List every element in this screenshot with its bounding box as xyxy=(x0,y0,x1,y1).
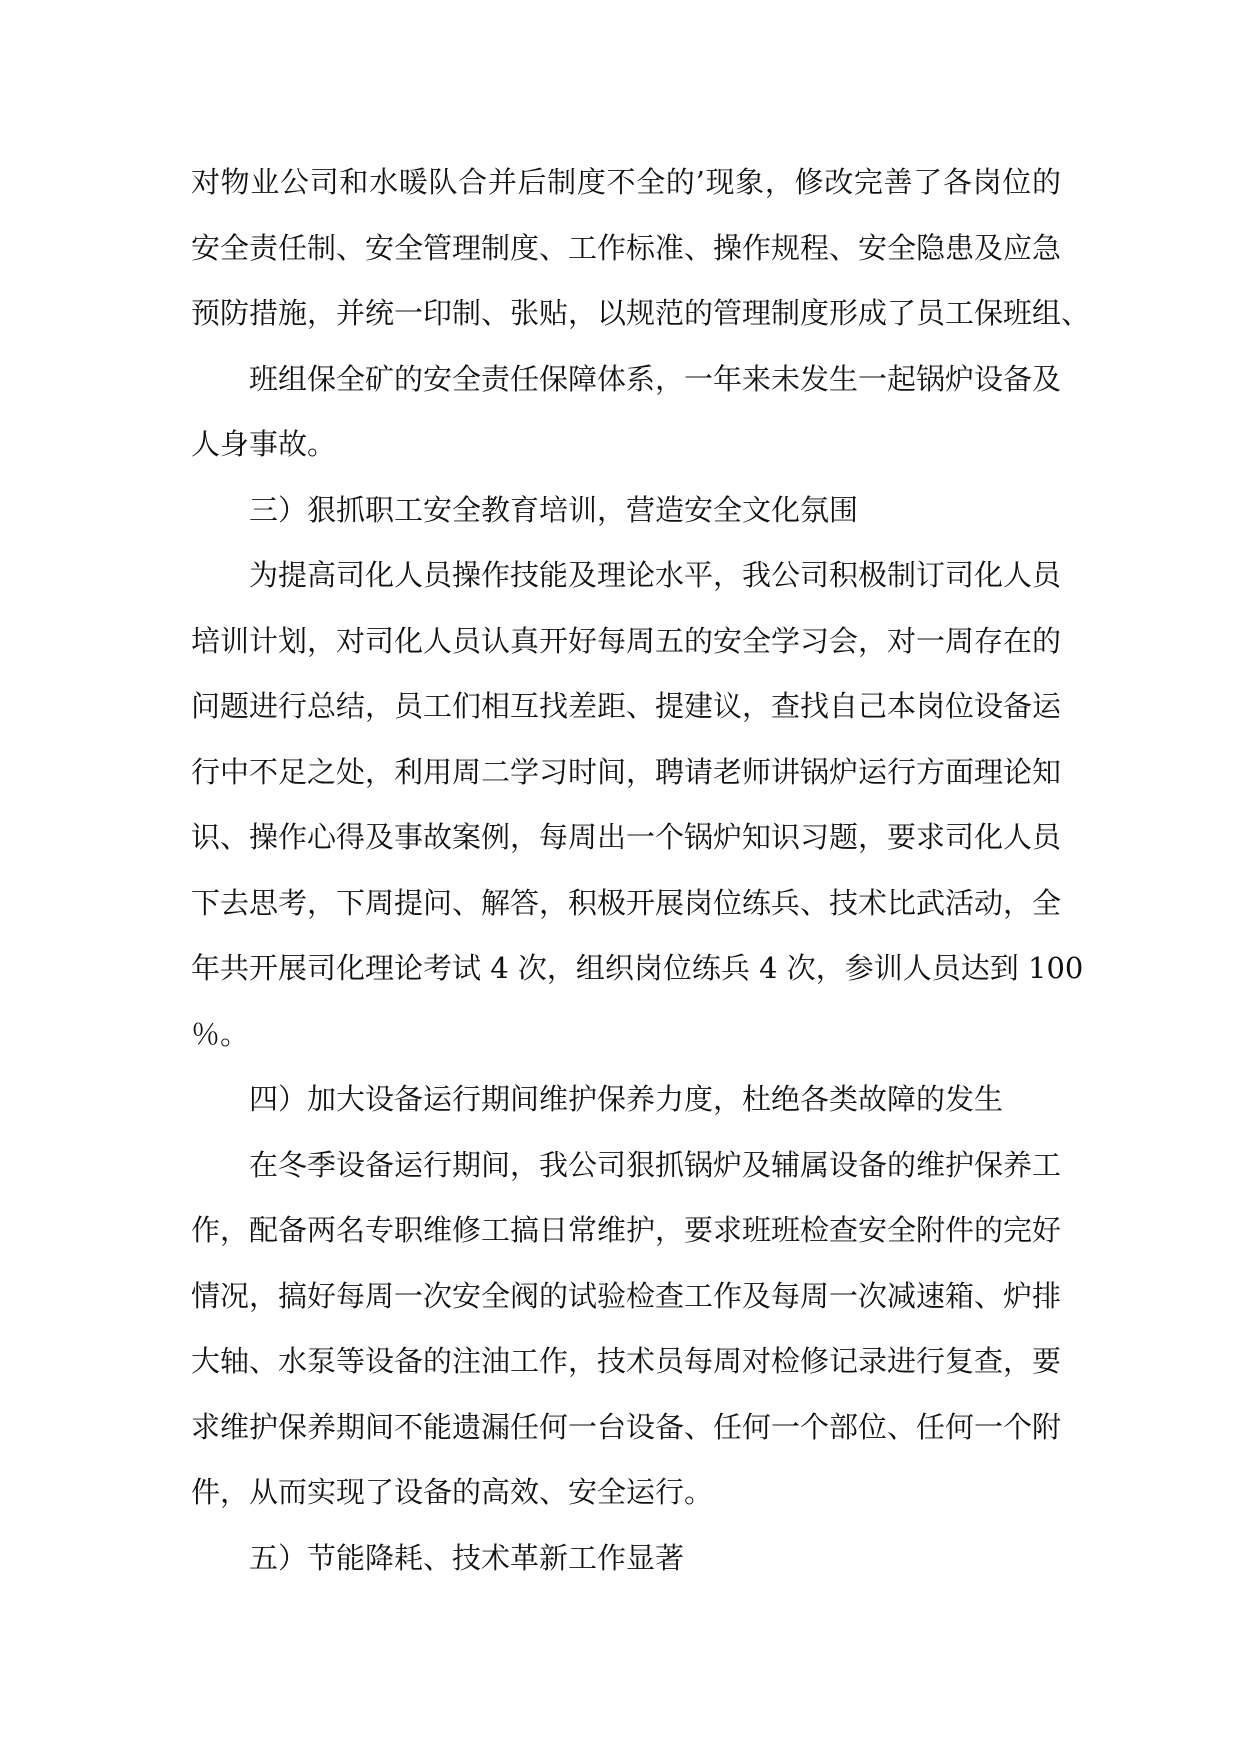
text-line: 件，从而实现了设备的高效、安全运行。 xyxy=(191,1475,714,1509)
text-line: 人身事故。 xyxy=(191,427,337,461)
text-line: 五）节能降耗、技术革新工作显著 xyxy=(249,1540,685,1575)
text-line: 问题进行总结，员工们相互找差距、提建议，查找自己本岗位设备运 xyxy=(191,689,1062,723)
text-line: 对物业公司和水暖队合并后制度不全的’现象，修改完善了各岗位的 xyxy=(191,165,1061,199)
text-line: 下去思考，下周提问、解答，积极开展岗位练兵、技术比武活动，全 xyxy=(191,885,1062,920)
text-line: 求维护保养期间不能遗漏任何一台设备、任何一个部位、任何一个附 xyxy=(191,1409,1062,1444)
text-line: 大轴、水泵等设备的注油工作，技术员每周对检修记录进行复查，要 xyxy=(191,1344,1062,1378)
text-line: 班组保全矿的安全责任保障体系，一年来未发生一起锅炉设备及 xyxy=(249,361,1062,396)
text-line: ％。 xyxy=(191,1016,250,1051)
text-line: 年共开展司化理论考试 4 次，组织岗位练兵 4 次，参训人员达到 100 xyxy=(191,951,1084,985)
text-line: 行中不足之处，利用周二学习时间，聘请老师讲锅炉运行方面理论知 xyxy=(191,754,1062,789)
body-text xyxy=(191,150,1091,1591)
text-line: 四）加大设备运行期间维护保养力度，杜绝各类故障的发生 xyxy=(249,1082,1004,1116)
text-line: 作，配备两名专职维修工搞日常维护，要求班班检查安全附件的完好 xyxy=(191,1213,1062,1247)
text-line: 培训计划，对司化人员认真开好每周五的安全学习会，对一周存在的 xyxy=(191,623,1062,658)
text-line: 识、操作心得及事故案例，每周出一个锅炉知识习题，要求司化人员 xyxy=(191,820,1062,854)
text-line: 三）狠抓职工安全教育培训，营造安全文化氛围 xyxy=(249,492,859,527)
text-line: 预防措施，并统一印制、张贴，以规范的管理制度形成了员工保班组、 xyxy=(191,296,1091,330)
text-line: 为提高司化人员操作技能及理论水平，我公司积极制订司化人员 xyxy=(249,558,1062,592)
text-line: 安全责任制、安全管理制度、工作标准、操作规程、安全隐患及应急 xyxy=(191,230,1062,265)
text-line: 情况，搞好每周一次安全阀的试验检查工作及每周一次减速箱、炉排 xyxy=(191,1278,1062,1313)
text-line: 在冬季设备运行期间，我公司狠抓锅炉及辅属设备的维护保养工 xyxy=(249,1147,1062,1182)
